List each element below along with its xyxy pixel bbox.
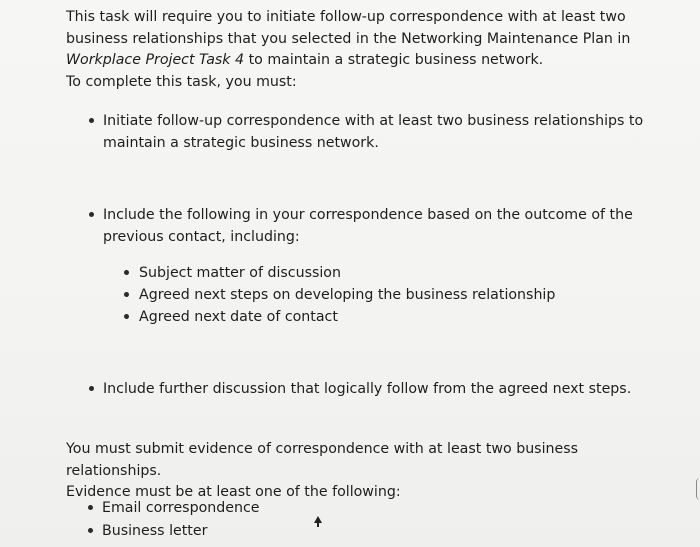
edge-bracket [696, 478, 700, 500]
sub-bullet-dot-icon [124, 270, 129, 275]
bullet-dot-icon [89, 386, 94, 391]
sub-bullet-dot-icon [124, 292, 129, 297]
evidence-item: Email correspondence [102, 500, 260, 516]
bullet-line: maintain a strategic business network. [103, 134, 379, 151]
intro-line-1: This task will require you to initiate follow-up correspondence with at least two [66, 9, 626, 25]
evidence-paragraph [66, 439, 662, 504]
task-reference: Workplace Project Task 4 [66, 52, 245, 68]
intro-line-2: business relationships that you selected in the Networking Maintenance Plan in [66, 30, 631, 47]
intro-line-4: To complete this task, you must: [66, 73, 297, 90]
evidence-line-1: You must submit evidence of correspondence with at least two business relationships. [66, 441, 579, 479]
bullet-line: Initiate follow-up correspondence with at least two business relationships to [103, 113, 644, 129]
intro-paragraph [66, 7, 662, 93]
bullet-text [103, 111, 659, 154]
bullet-text [103, 205, 659, 248]
bullet-line: Include the following in your correspondence based on the outcome of the [103, 207, 633, 223]
bullet-dot-icon [88, 528, 93, 533]
sub-bullet-text: Agreed next steps on developing the business relationship [139, 287, 556, 303]
bullet-text: Include further discussion that logically follow from the agreed next steps. [103, 381, 632, 397]
sub-bullet-text: Subject matter of discussion [139, 265, 341, 281]
bullet-line: previous contact, including: [103, 228, 300, 245]
bullet-dot-icon [89, 212, 94, 217]
mouse-pointer-icon [314, 516, 322, 523]
intro-line-3 [66, 50, 662, 72]
evidence-item: Business letter [102, 523, 208, 539]
sub-bullet-dot-icon [124, 314, 129, 319]
intro-line-3-rest: to maintain a strategic business network. [244, 52, 544, 68]
bullet-dot-icon [88, 505, 93, 510]
sub-bullet-text: Agreed next date of contact [139, 309, 338, 325]
bullet-dot-icon [89, 118, 94, 123]
evidence-line-2: Evidence must be at least one of the following: [66, 484, 401, 500]
